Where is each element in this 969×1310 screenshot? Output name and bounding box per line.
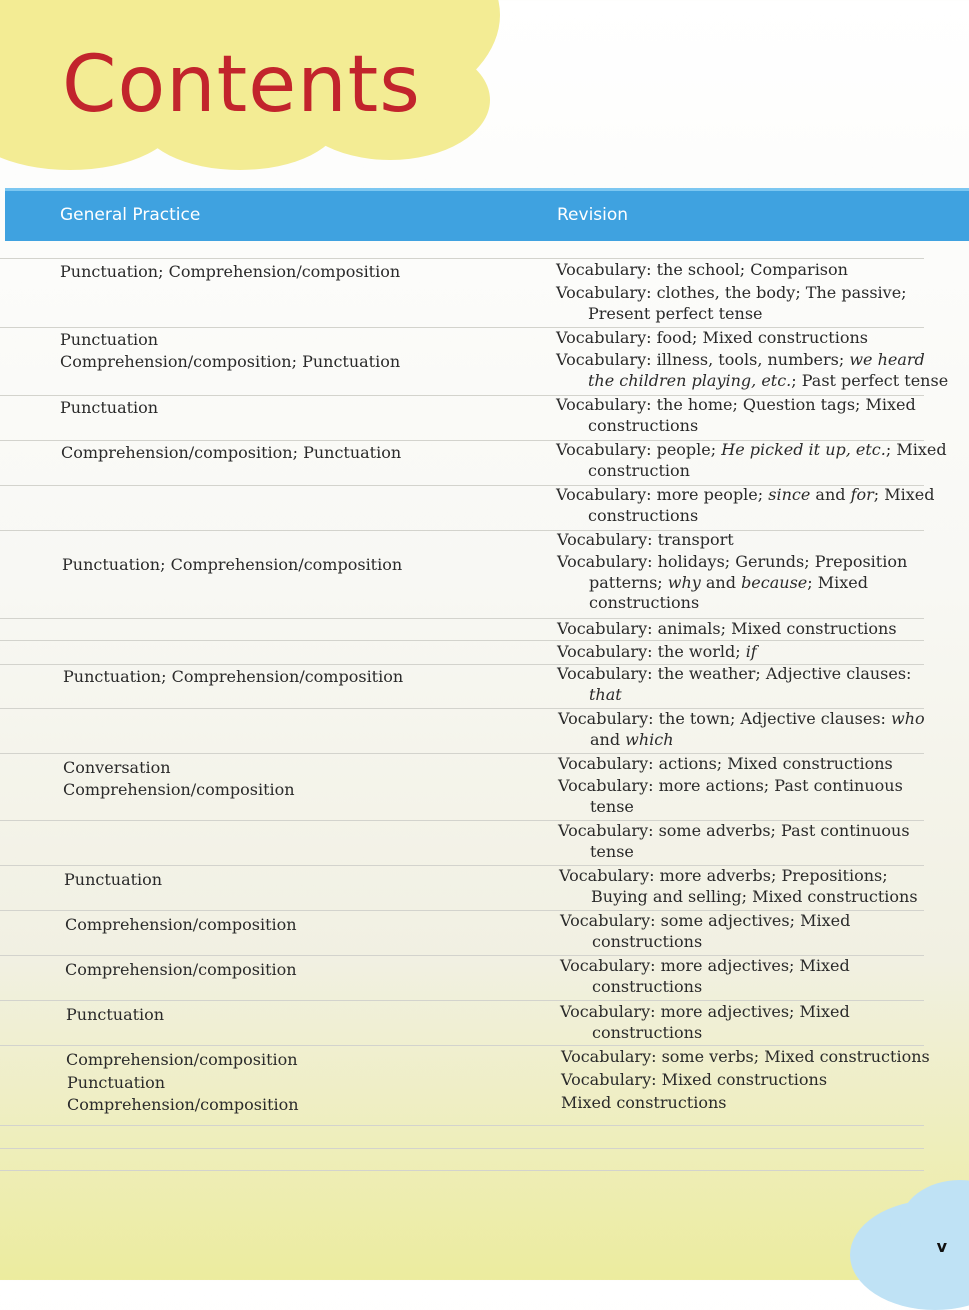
list-item: Punctuation; Comprehension/composition: [62, 555, 403, 574]
list-item: Punctuation: [67, 1073, 166, 1092]
list-item: Comprehension/composition; Punctuation: [60, 352, 401, 371]
list-item: Vocabulary: some verbs; Mixed constructions: [561, 1047, 930, 1066]
list-item: Vocabulary: more adjectives; Mixed constructions: [560, 956, 850, 996]
list-item: Vocabulary: more adverbs; Prepositions; Buying and selling; Mixed constructions: [559, 866, 918, 906]
list-item: Vocabulary: the weather; Adjective clauses: that: [557, 664, 912, 704]
list-item: Comprehension/composition: [66, 1050, 298, 1069]
list-item: Comprehension/composition; Punctuation: [61, 443, 402, 462]
list-item: Punctuation: [60, 398, 159, 417]
list-item: Vocabulary: food; Mixed constructions: [556, 328, 868, 347]
list-item: Punctuation: [60, 330, 159, 349]
list-item: Vocabulary: actions; Mixed constructions: [558, 754, 893, 773]
list-item: Vocabulary: some adverbs; Past continuous tense: [558, 821, 910, 861]
list-item: Mixed constructions: [561, 1093, 727, 1112]
list-item: Vocabulary: more people; since and for; Mixed constructions: [556, 485, 935, 525]
list-item: Vocabulary: the world; if: [557, 642, 757, 661]
list-item: Vocabulary: Mixed constructions: [561, 1070, 828, 1089]
header-revision: Revision: [557, 205, 629, 225]
header-general-practice: General Practice: [60, 205, 201, 225]
list-item: Comprehension/composition: [65, 960, 297, 979]
page-number: v: [936, 1237, 947, 1256]
list-item: Vocabulary: some adjectives; Mixed constructions: [560, 911, 851, 951]
list-item: Vocabulary: transport: [557, 530, 734, 549]
list-item: Punctuation: [64, 870, 163, 889]
list-item: Vocabulary: more actions; Past continuous tense: [558, 776, 903, 816]
list-item: Conversation: [63, 758, 171, 777]
list-item: Vocabulary: clothes, the body; The passive; Present perfect tense: [556, 283, 907, 323]
list-item: Punctuation: [66, 1005, 165, 1024]
list-item: Vocabulary: more adjectives; Mixed constructions: [560, 1002, 850, 1042]
list-item: Punctuation; Comprehension/composition: [63, 667, 404, 686]
list-item: Vocabulary: illness, tools, numbers; we heard the children playing, etc.; Past perfect tense: [556, 350, 949, 390]
list-item: Vocabulary: the home; Question tags; Mixed constructions: [556, 395, 916, 435]
list-item: Vocabulary: people; He picked it up, etc.; Mixed construction: [556, 440, 947, 480]
list-item: Comprehension/composition: [67, 1095, 299, 1114]
list-item: Punctuation; Comprehension/composition: [60, 262, 401, 281]
list-item: Vocabulary: holidays; Gerunds; Preposition patterns; why and because; Mixed constructions: [557, 552, 908, 612]
list-item: Vocabulary: the school; Comparison: [556, 260, 848, 279]
list-item: Vocabulary: animals; Mixed constructions: [557, 619, 897, 638]
list-item: Comprehension/composition: [65, 915, 297, 934]
list-item: Vocabulary: the town; Adjective clauses: who and which: [558, 709, 925, 749]
page-title: Contents: [62, 40, 421, 130]
list-item: Comprehension/composition: [63, 780, 295, 799]
